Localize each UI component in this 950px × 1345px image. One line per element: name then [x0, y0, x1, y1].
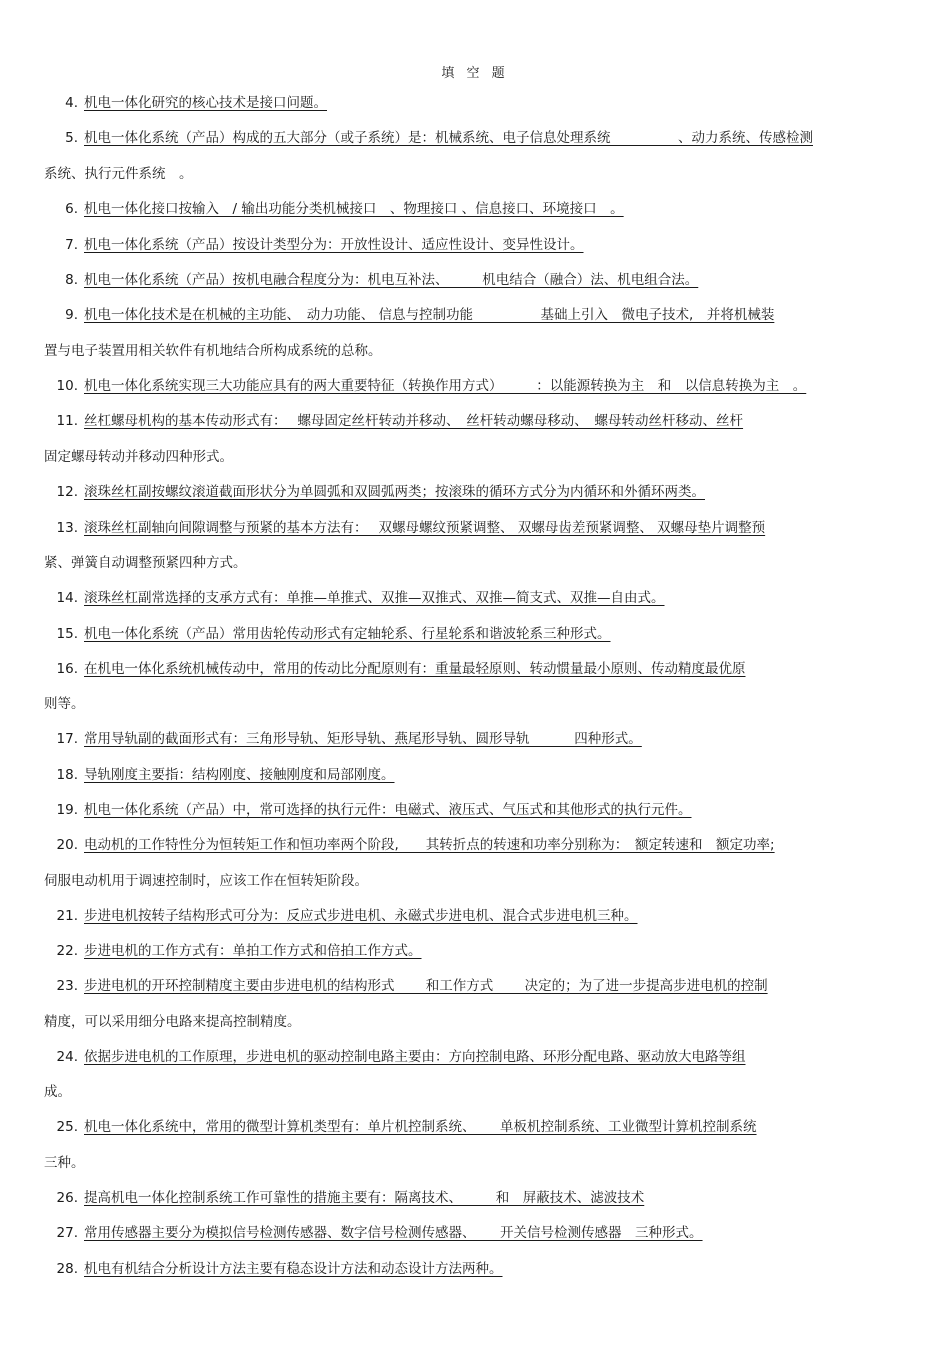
- question-number: 5.: [65, 130, 78, 146]
- question-20: [44, 828, 910, 864]
- question-text: 步进电机按转子结构形式可分为：反应式步进电机、永磁式步进电机、混合式步进电机三种。: [84, 908, 638, 924]
- question-number: 17.: [56, 731, 78, 747]
- question-24: [44, 1040, 910, 1076]
- question-number: 25.: [56, 1119, 78, 1135]
- question-text: 依据步进电机的工作原理，步进电机的驱动控制电路主要由：方向控制电路、环形分配电路、驱动放大电路等组: [84, 1049, 746, 1065]
- question-number: 26.: [56, 1190, 78, 1206]
- question-22: [44, 934, 910, 970]
- question-number: 7.: [65, 237, 78, 253]
- question-text: 机电一体化系统（产品）按设计类型分为：开放性设计、适应性设计、变异性设计。: [84, 237, 584, 253]
- question-number: 8.: [65, 272, 78, 288]
- question-text: 滚珠丝杠副轴向间隙调整与预紧的基本方法有： 双螺母螺纹预紧调整、 双螺母齿差预紧调整、 双螺母垫片调整预: [84, 520, 766, 536]
- question-number: 21.: [56, 908, 78, 924]
- question-text: 机电有机结合分析设计方法主要有稳态设计方法和动态设计方法两种。: [84, 1261, 503, 1277]
- question-text: 在机电一体化系统机械传动中，常用的传动比分配原则有：重量最轻原则、转动惯量最小原则、传动精度最优原: [84, 661, 746, 677]
- question-16-continuation: 则等。: [44, 696, 85, 712]
- question-9-continuation: 置与电子装置用相关软件有机地结合所构成系统的总称。: [44, 343, 382, 359]
- question-5-continuation: 系统、执行元件系统 。: [44, 166, 193, 182]
- question-number: 11.: [56, 413, 78, 429]
- question-number: 28.: [56, 1261, 78, 1277]
- question-25-continuation: 三种。: [44, 1155, 85, 1171]
- question-text: 滚珠丝杠副常选择的支承方式有：单推—单推式、双推—双推式、双推—简支式、双推—自由式。: [84, 590, 665, 606]
- question-19: [44, 793, 910, 829]
- question-text: 步进电机的开环控制精度主要由步进电机的结构形式 和工作方式 决定的；为了进一步提高步进电机的控制: [84, 978, 768, 994]
- question-7: [44, 228, 910, 264]
- question-14: [44, 581, 910, 617]
- question-number: 6.: [65, 201, 78, 217]
- question-20-continuation: 伺服电动机用于调速控制时，应该工作在恒转矩阶段。: [44, 873, 368, 889]
- question-5: [44, 121, 910, 157]
- question-number: 9.: [65, 307, 78, 323]
- question-21: [44, 899, 910, 935]
- question-number: 12.: [56, 484, 78, 500]
- question-23: [44, 969, 910, 1005]
- question-13-continuation: 紧、弹簧自动调整预紧四种方式。: [44, 555, 247, 571]
- question-text: 常用导轨副的截面形式有：三角形导轨、矩形导轨、燕尾形导轨、圆形导轨 四种形式。: [84, 731, 642, 747]
- question-number: 22.: [56, 943, 78, 959]
- question-text: 步进电机的工作方式有：单拍工作方式和倍拍工作方式。: [84, 943, 422, 959]
- question-number: 27.: [56, 1225, 78, 1241]
- question-number: 20.: [56, 837, 78, 853]
- question-text: 导轨刚度主要指：结构刚度、接触刚度和局部刚度。: [84, 767, 395, 783]
- question-4: [44, 86, 910, 122]
- question-text: 机电一体化系统（产品）构成的五大部分（或子系统）是：机械系统、电子信息处理系统 、动力系统、传感检测: [84, 130, 813, 146]
- page-title: 填 空 题: [441, 66, 509, 81]
- question-number: 10.: [56, 378, 78, 394]
- question-text: 机电一体化技术是在机械的主功能、 动力功能、 信息与控制功能 基础上引入 微电子技术, 并将机械装: [84, 307, 775, 323]
- question-11: [44, 404, 910, 440]
- question-text: 常用传感器主要分为模拟信号检测传感器、数字信号检测传感器、 开关信号检测传感器 三种形式。: [84, 1225, 703, 1241]
- question-number: 15.: [56, 626, 78, 642]
- question-number: 4.: [65, 95, 78, 111]
- question-10: [44, 369, 910, 405]
- question-17: [44, 722, 910, 758]
- question-28: [44, 1252, 910, 1288]
- question-15: [44, 617, 910, 653]
- question-text: 丝杠螺母机构的基本传动形式有： 螺母固定丝杆转动并移动、 丝杆转动螺母移动、 螺母转动丝杆移动、丝杆: [84, 413, 744, 429]
- question-text: 电动机的工作特性分为恒转矩工作和恒功率两个阶段, 其转折点的转速和功率分别称为： 额定转速和 额定功率;: [84, 837, 775, 853]
- question-text: 机电一体化系统（产品）按机电融合程度分为：机电互补法、 机电结合（融合）法、机电组合法。: [84, 272, 699, 288]
- question-26: [44, 1181, 910, 1217]
- question-6: [44, 192, 910, 228]
- question-12: [44, 475, 910, 511]
- question-11-continuation: 固定螺母转动并移动四种形式。: [44, 449, 233, 465]
- question-number: 16.: [56, 661, 78, 677]
- question-text: 机电一体化系统（产品）常用齿轮传动形式有定轴轮系、行星轮系和谐波轮系三种形式。: [84, 626, 611, 642]
- question-number: 19.: [56, 802, 78, 818]
- question-number: 23.: [56, 978, 78, 994]
- question-9: [44, 298, 910, 334]
- question-number: 14.: [56, 590, 78, 606]
- question-number: 18.: [56, 767, 78, 783]
- question-text: 机电一体化系统实现三大功能应具有的两大重要特征（转换作用方式） ：以能源转换为主 和 以信息转换为主 。: [84, 378, 807, 394]
- question-25: [44, 1110, 910, 1146]
- question-27: [44, 1216, 910, 1252]
- question-8: [44, 263, 910, 299]
- question-text: 机电一体化系统中，常用的微型计算机类型有：单片机控制系统、 单板机控制系统、工业微型计算机控制系统: [84, 1119, 757, 1135]
- question-number: 13.: [56, 520, 78, 536]
- question-16: [44, 652, 910, 688]
- question-23-continuation: 精度，可以采用细分电路来提高控制精度。: [44, 1014, 301, 1030]
- question-number: 24.: [56, 1049, 78, 1065]
- question-text: 机电一体化接口按输入 / 输出功能分类机械接口 、物理接口 、信息接口、环境接口 。: [84, 201, 624, 217]
- question-24-continuation: 成。: [44, 1084, 71, 1100]
- question-text: 机电一体化系统（产品）中，常可选择的执行元件：电磁式、液压式、气压式和其他形式的执行元件。: [84, 802, 692, 818]
- question-text: 提高机电一体化控制系统工作可靠性的措施主要有：隔离技术、 和 屏蔽技术、滤波技术: [84, 1190, 645, 1206]
- question-text: 滚珠丝杠副按螺纹滚道截面形状分为单圆弧和双圆弧两类；按滚珠的循环方式分为内循环和外循环两类。: [84, 484, 705, 500]
- question-text: 机电一体化研究的核心技术是接口问题。: [84, 95, 327, 111]
- question-18: [44, 758, 910, 794]
- question-13: [44, 511, 910, 547]
